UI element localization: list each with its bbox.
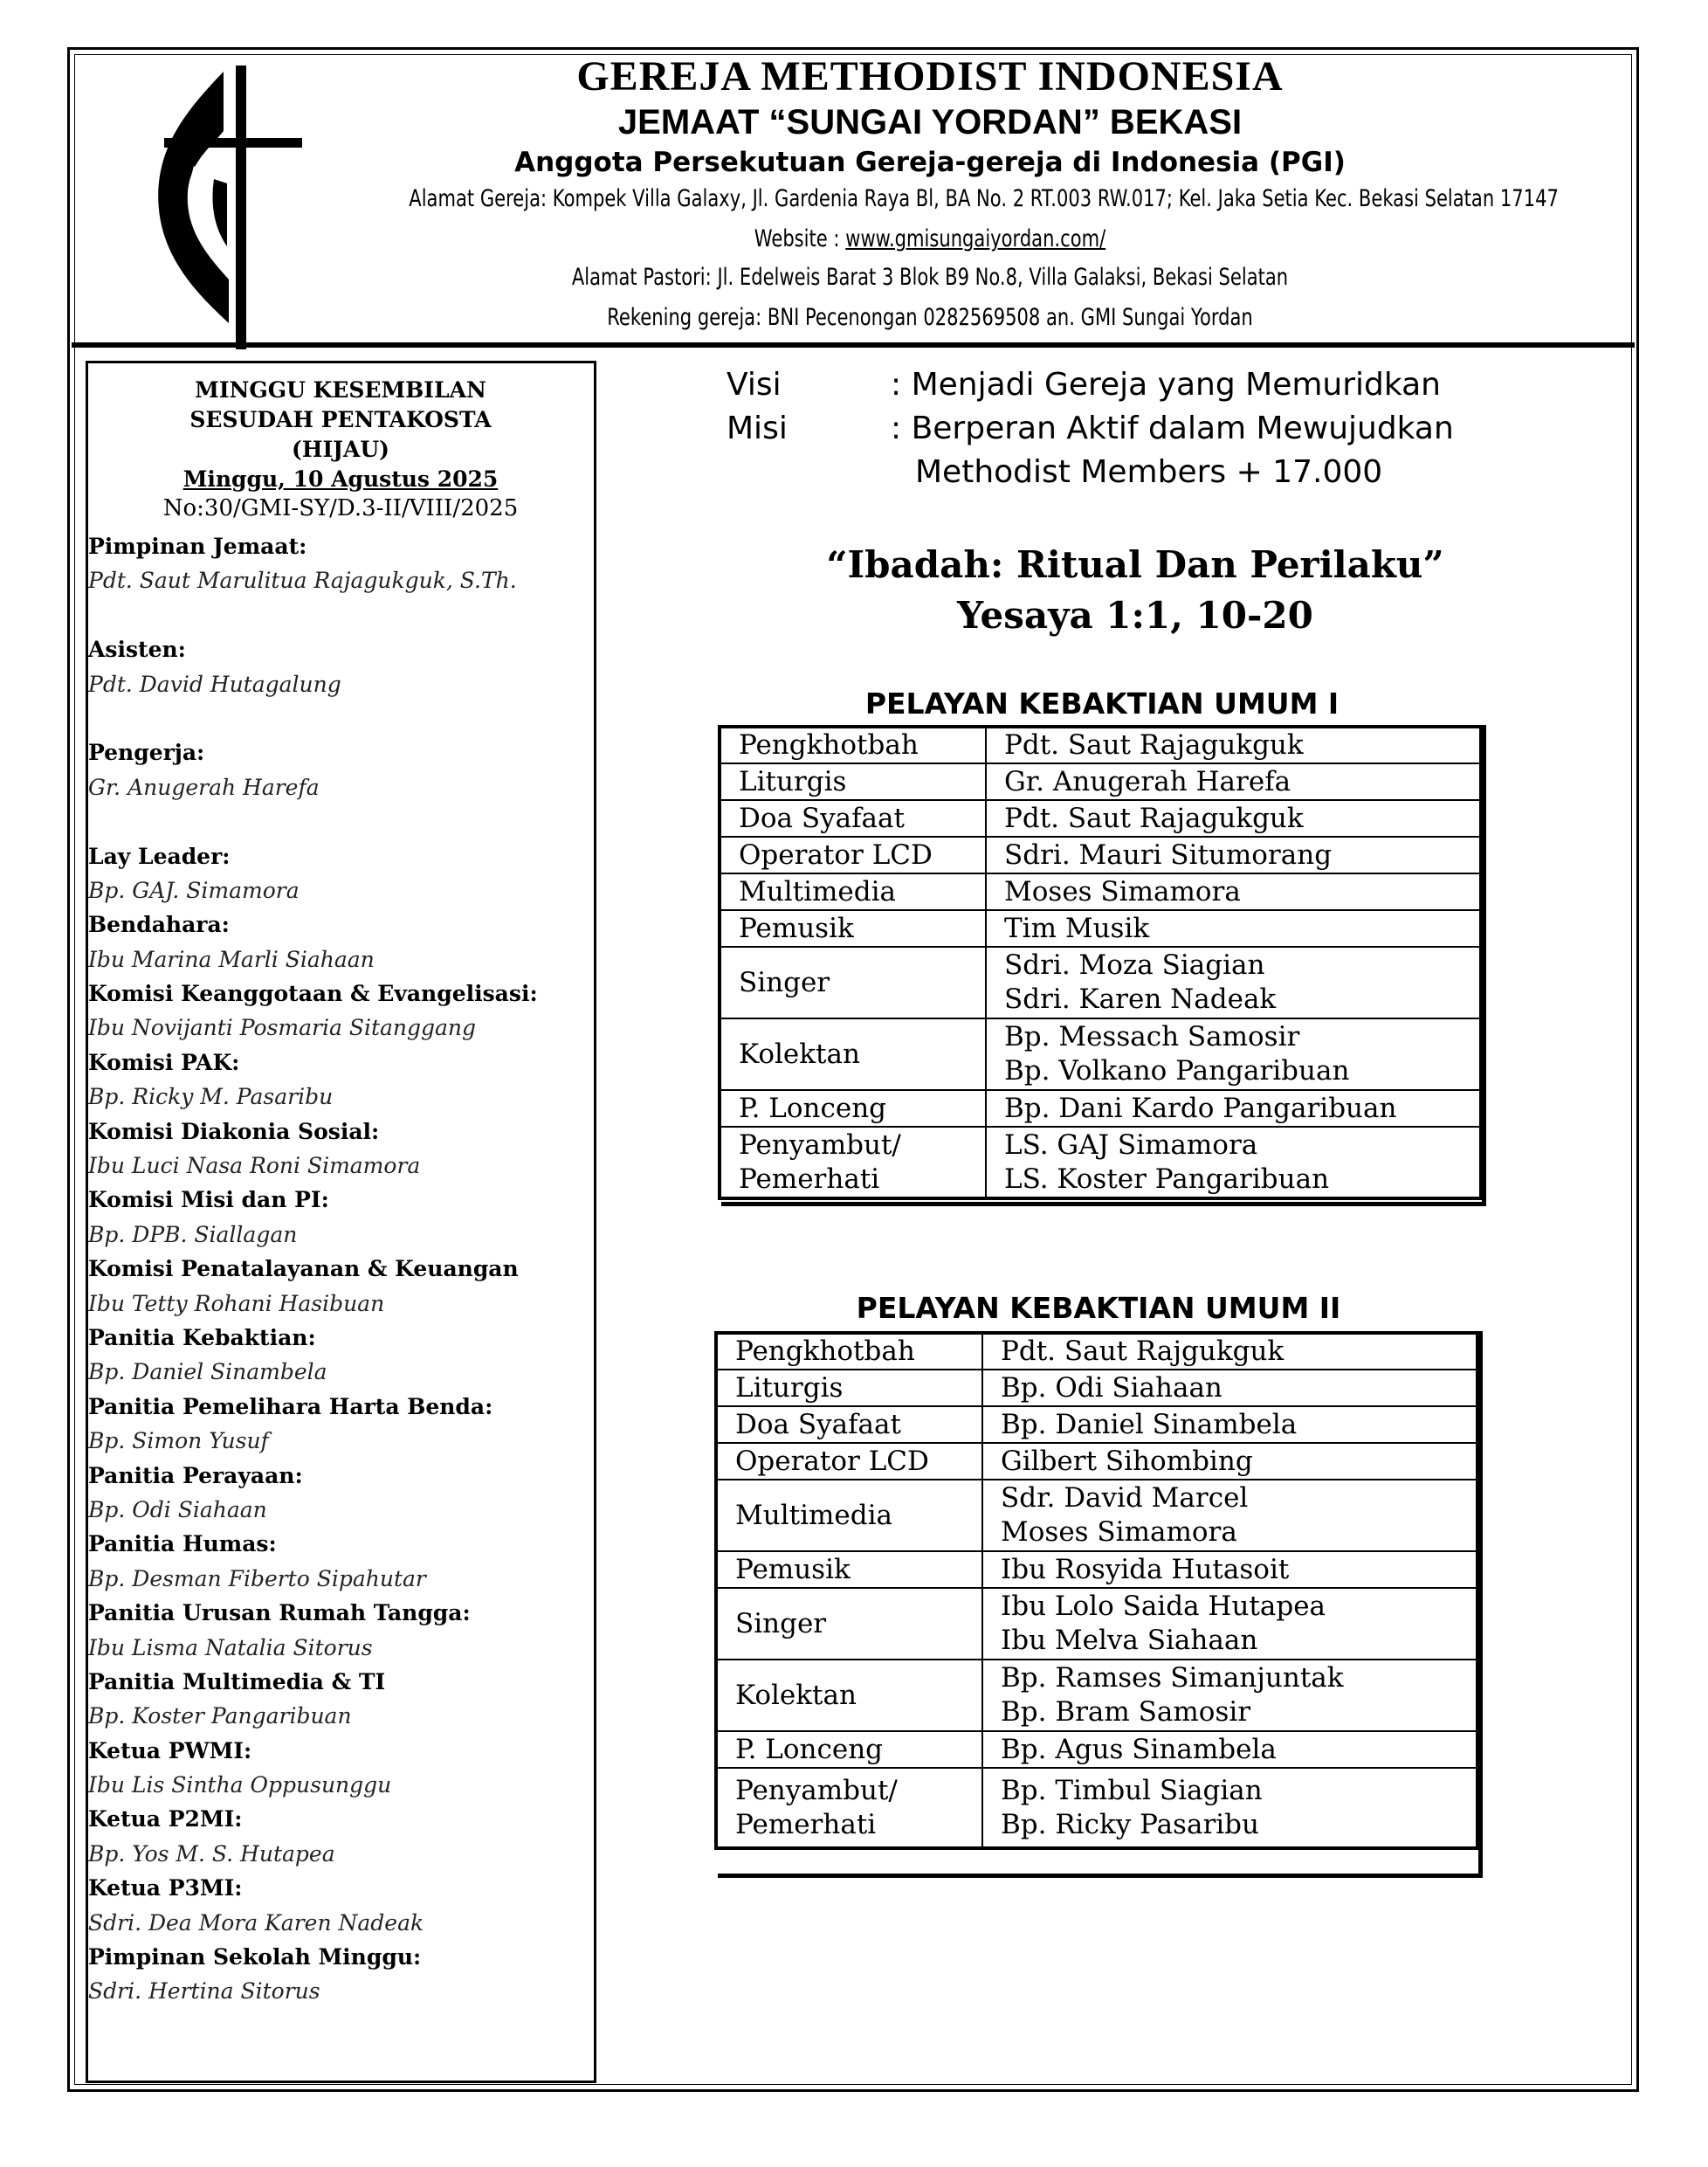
role-label: Singer [735,1607,827,1639]
role-cell [720,727,986,763]
servant-cell [982,1551,1477,1588]
servant-cell [982,1406,1477,1443]
servant-name: Pdt. Saut Rajgukguk [1001,1335,1284,1367]
role-label: Pemerhati [735,1808,877,1840]
vision-label: Visi [727,367,782,403]
servant-name: Sdri. Moza Siagian [1004,949,1265,981]
table-row [720,763,1481,800]
servant-cell [986,837,1481,873]
scripture-reference: Yesaya 1:1, 10-20 [957,594,1313,637]
role-cell [720,873,986,910]
officer-name: Ibu Marina Marli Siahaan [88,946,375,972]
servant-cell [986,1090,1481,1127]
mission-text-2: Methodist Members + 17.000 [915,454,1383,490]
officer-role: Panitia Kebaktian: [88,1324,316,1350]
servant-name: Bp. Ricky Pasaribu [1001,1808,1259,1840]
mission-label: Misi [727,411,788,446]
officer-name: Sdri. Dea Mora Karen Nadeak [88,1909,424,1936]
officer-role: Komisi Diakonia Sosial: [88,1118,380,1144]
website-link[interactable]: www.gmisungaiyordan.com/ [845,225,1106,252]
header-divider [72,342,1635,348]
servant-cell [986,800,1481,837]
parsonage-address: Alamat Pastori: Jl. Edelweis Barat 3 Blok B9 No.8, Villa Galaksi, Bekasi Selatan [571,264,1289,291]
service1-title: PELAYAN KEBAKTIAN UMUM I [864,687,1340,721]
role-cell [720,947,986,1018]
officer-name: Bp. Daniel Sinambela [88,1359,327,1385]
congregation-name: JEMAAT “SUNGAI YORDAN” BEKASI [617,103,1243,141]
table-row [716,1768,1477,1848]
role-label: Pemusik [735,1553,851,1585]
servant-cell [986,1127,1481,1198]
table-row [720,910,1481,947]
servant-name: LS. Koster Pangaribuan [1004,1163,1330,1195]
officer-role: Komisi Penatalayanan & Keuangan [88,1256,519,1282]
officer-role: Ketua P2MI: [88,1806,243,1832]
servant-name: Sdr. David Marcel [1001,1482,1249,1514]
role-label: P. Lonceng [735,1733,884,1765]
officer-role: Panitia Multimedia & TI [88,1668,386,1694]
role-label: Pengkhotbah [739,729,919,761]
role-cell [720,910,986,947]
servant-name: Gilbert Sihombing [1001,1445,1253,1477]
servant-name: Moses Simamora [1004,875,1241,908]
role-label: Doa Syafaat [735,1408,901,1440]
servant-name: Bp. Ramses Simanjuntak [1001,1662,1344,1694]
table-row [720,837,1481,873]
mission-line [727,411,1454,446]
servant-cell [982,1480,1477,1551]
table-row [720,947,1481,1018]
role-label: Pemerhati [739,1163,880,1195]
servant-cell [982,1768,1477,1848]
service-date: Minggu, 10 Agustus 2025 [183,466,499,492]
servant-cell [986,763,1481,800]
servant-name: Bp. Odi Siahaan [1001,1371,1222,1404]
mission-text: : Berperan Aktif dalam Mewujudkan [891,411,1454,446]
church-address: Alamat Gereja: Kompek Villa Galaxy, Jl. Gardenia Raya Bl, BA No. 2 RT.003 RW.017; Kel. Jaka Setia Kec. Bekasi Selatan 17147 [409,185,1559,212]
servant-name: LS. GAJ Simamora [1004,1128,1258,1161]
officer-role: Pimpinan Sekolah Minggu: [88,1944,422,1970]
table-row [716,1660,1477,1731]
sermon-title: “Ibadah: Ritual Dan Perilaku” [826,543,1444,586]
role-cell [720,763,986,800]
officer-name: Bp. GAJ. Simamora [88,877,300,903]
officer-role: Ketua P3MI: [88,1875,243,1901]
role-label: Liturgis [739,765,847,797]
liturgical-color: (HIJAU) [292,437,389,462]
sunday-heading-line2: SESUDAH PENTAKOSTA [189,407,492,432]
officers-list [88,529,595,2009]
officer-name: Pdt. Saut Marulitua Rajagukguk, S.Th. [88,568,517,594]
role-label: Pemusik [739,912,854,944]
officer-role: Ketua PWMI: [88,1737,252,1763]
table-row [716,1443,1477,1480]
servant-name: Bp. Bram Samosir [1001,1696,1251,1728]
servant-cell [986,947,1481,1018]
role-cell [716,1731,982,1768]
officer-name: Bp. Koster Pangaribuan [88,1703,352,1729]
officer-role: Pimpinan Jemaat: [88,534,307,559]
role-label: Multimedia [739,875,896,908]
servant-name: Bp. Timbul Siagian [1001,1774,1263,1806]
officer-name: Bp. Desman Fiberto Sipahutar [88,1565,426,1591]
officer-name: Bp. Odi Siahaan [88,1496,267,1522]
servant-cell [986,873,1481,910]
mission-line-2 [727,454,1382,490]
role-cell [720,837,986,873]
table-row [720,873,1481,910]
service1-table [718,725,1483,1200]
table-row [720,1090,1481,1127]
role-cell [716,1370,982,1406]
role-cell [716,1480,982,1551]
role-label: Kolektan [735,1679,857,1711]
sunday-heading-line1: MINGGU KESEMBILAN [195,377,486,403]
table-row [716,1333,1477,1370]
servant-name: Pdt. Saut Rajagukguk [1004,802,1304,834]
membership-line: Anggota Persekutuan Gereja-gereja di Indonesia (PGI) [514,147,1346,178]
servant-name: Ibu Lolo Saida Hutapea [1001,1591,1326,1622]
role-label: Pengkhotbah [735,1335,915,1367]
officer-name: Bp. Ricky M. Pasaribu [88,1084,334,1110]
website-line [409,225,1450,252]
role-cell [716,1551,982,1588]
bulletin-number: No:30/GMI-SY/D.3-II/VIII/2025 [162,495,519,521]
table-row [720,727,1481,763]
role-label: Doa Syafaat [739,802,905,834]
officer-role: Komisi Keanggotaan & Evangelisasi: [88,981,538,1007]
officer-name: Ibu Novijanti Posmaria Sitanggang [88,1015,477,1041]
officer-name: Ibu Lis Sintha Oppusunggu [88,1772,392,1798]
servant-name: Bp. Agus Sinambela [1001,1733,1277,1765]
role-label: Operator LCD [739,839,933,871]
role-label: Operator LCD [735,1445,929,1477]
officer-role: Asisten: [88,637,186,663]
servant-cell [982,1370,1477,1406]
servant-name: Bp. Volkano Pangaribuan [1004,1055,1350,1087]
servant-name: Moses Simamora [1001,1516,1237,1548]
table-row [720,1018,1481,1090]
servant-name: Ibu Melva Siahaan [1001,1625,1258,1656]
servant-cell [986,910,1481,947]
website-label: Website : [754,225,846,252]
service2-table [714,1331,1479,1850]
servant-cell [982,1333,1477,1370]
table-row [720,800,1481,837]
servant-name: Bp. Dani Kardo Pangaribuan [1004,1092,1397,1124]
officer-role: Komisi Misi dan PI: [88,1187,329,1213]
role-label: Penyambut/ [735,1774,898,1806]
role-label: P. Lonceng [739,1092,887,1124]
service2-title: PELAYAN KEBAKTIAN UMUM II [856,1291,1341,1325]
vision-text: : Menjadi Gereja yang Memuridkan [891,367,1441,403]
table-row [720,1127,1481,1198]
officer-name: Ibu Luci Nasa Roni Simamora [88,1153,421,1179]
servant-name: Sdri. Mauri Situmorang [1004,839,1333,871]
role-label: Penyambut/ [739,1128,901,1161]
table-row [716,1406,1477,1443]
role-cell [716,1406,982,1443]
officer-role: Lay Leader: [88,843,231,869]
officer-role: Panitia Pemelihara Harta Benda: [88,1393,493,1419]
role-cell [716,1660,982,1731]
servant-cell [982,1588,1477,1660]
servant-name: Sdri. Karen Nadeak [1004,983,1277,1015]
role-cell [716,1588,982,1660]
servant-name: Bp. Messach Samosir [1004,1021,1300,1052]
officer-name: Gr. Anugerah Harefa [88,774,320,800]
servant-name: Pdt. Saut Rajagukguk [1004,729,1304,761]
role-cell [716,1768,982,1848]
table-row [716,1588,1477,1660]
role-label: Singer [739,966,830,998]
role-cell [720,800,986,837]
servant-cell [982,1660,1477,1731]
officer-name: Pdt. David Hutagalung [88,671,341,697]
servant-cell [982,1731,1477,1768]
role-cell [716,1443,982,1480]
officer-name: Sdri. Hertina Sitorus [88,1978,320,2005]
servant-cell [986,727,1481,763]
role-label: Kolektan [739,1038,860,1070]
officer-role: Panitia Perayaan: [88,1462,303,1488]
vision-line [727,367,1441,403]
role-cell [720,1018,986,1090]
servant-name: Ibu Rosyida Hutasoit [1001,1553,1290,1585]
officer-name: Bp. Simon Yusuf [88,1428,269,1454]
bank-account: Rekening gereja: BNI Pecenongan 0282569508 an. GMI Sungai Yordan [607,304,1253,331]
table-row [716,1480,1477,1551]
table-row [716,1370,1477,1406]
officer-name: Bp. Yos M. S. Hutapea [88,1840,335,1867]
servant-name: Tim Musik [1004,912,1150,944]
officer-role: Bendahara: [88,912,230,938]
church-name: GEREJA METHODIST INDONESIA [576,53,1284,100]
table-row [716,1731,1477,1768]
table-row [716,1551,1477,1588]
servant-name: Bp. Daniel Sinambela [1001,1408,1298,1440]
servant-cell [982,1443,1477,1480]
servant-name: Gr. Anugerah Harefa [1004,765,1291,797]
officer-role: Komisi PAK: [88,1049,240,1075]
role-cell [720,1090,986,1127]
servant-cell [986,1018,1481,1090]
role-cell [720,1127,986,1198]
officer-name: Bp. DPB. Siallagan [88,1221,298,1247]
officer-role: Panitia Humas: [88,1531,277,1557]
role-cell [716,1333,982,1370]
role-label: Multimedia [735,1499,892,1531]
role-label: Liturgis [735,1371,844,1404]
officer-name: Ibu Tetty Rohani Hasibuan [88,1290,385,1316]
officer-name: Ibu Lisma Natalia Sitorus [88,1634,373,1660]
officer-role: Pengerja: [88,740,205,766]
officer-role: Panitia Urusan Rumah Tangga: [88,1600,471,1626]
